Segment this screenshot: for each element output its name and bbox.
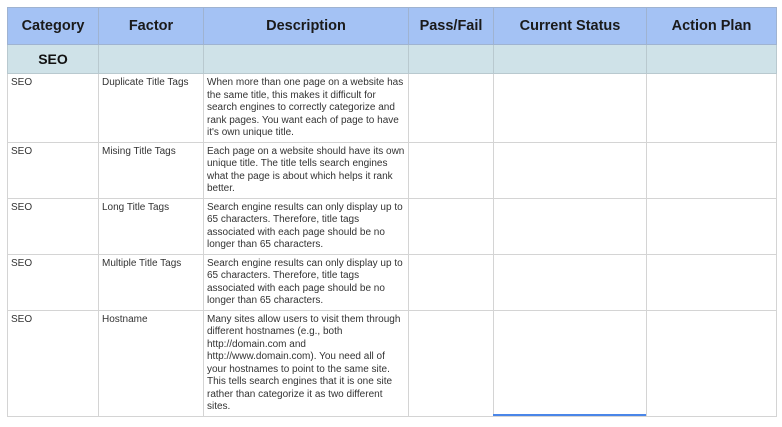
- action-plan-cell[interactable]: [647, 74, 777, 143]
- pass-fail-cell[interactable]: [409, 254, 494, 310]
- factor-cell[interactable]: Long Title Tags: [99, 198, 204, 254]
- table-row: [8, 198, 777, 254]
- action-plan-cell[interactable]: [647, 310, 777, 416]
- action-plan-cell[interactable]: [647, 198, 777, 254]
- current-status-cell[interactable]: [494, 142, 647, 198]
- header-pass-fail[interactable]: Pass/Fail: [409, 8, 494, 45]
- factor-cell[interactable]: Mising Title Tags: [99, 142, 204, 198]
- section-cell[interactable]: [204, 45, 409, 74]
- section-label-cell[interactable]: SEO: [8, 45, 99, 74]
- section-cell[interactable]: [647, 45, 777, 74]
- description-cell[interactable]: Each page on a website should have its own unique title. The title tells search engines what the page is about which helps it rank better.: [204, 142, 409, 198]
- current-status-cell[interactable]: [494, 198, 647, 254]
- current-status-cell[interactable]: [494, 74, 647, 143]
- category-cell[interactable]: SEO: [8, 74, 99, 143]
- description-cell[interactable]: Search engine results can only display up to 65 characters. Therefore, title tags associated with each page should be no longer than 65 characters.: [204, 198, 409, 254]
- header-category[interactable]: Category: [8, 8, 99, 45]
- table-row: [8, 74, 777, 143]
- header-description[interactable]: Description: [204, 8, 409, 45]
- pass-fail-cell[interactable]: [409, 198, 494, 254]
- factor-cell[interactable]: Multiple Title Tags: [99, 254, 204, 310]
- factor-cell[interactable]: Hostname: [99, 310, 204, 416]
- pass-fail-cell[interactable]: [409, 310, 494, 416]
- cell-selection-indicator: [493, 414, 646, 416]
- header-action-plan[interactable]: Action Plan: [647, 8, 777, 45]
- table-row: [8, 142, 777, 198]
- category-cell[interactable]: SEO: [8, 254, 99, 310]
- category-cell[interactable]: SEO: [8, 198, 99, 254]
- header-current-status[interactable]: Current Status: [494, 8, 647, 45]
- table-row: [8, 310, 777, 416]
- description-cell[interactable]: When more than one page on a website has the same title, this makes it difficult for search engines to correctly categorize and rank pages. You want each of page to have it's own unique title.: [204, 74, 409, 143]
- current-status-cell[interactable]: [494, 254, 647, 310]
- action-plan-cell[interactable]: [647, 254, 777, 310]
- section-cell[interactable]: [99, 45, 204, 74]
- header-row: [8, 8, 777, 45]
- table-row: [8, 254, 777, 310]
- section-cell[interactable]: [494, 45, 647, 74]
- description-cell[interactable]: Search engine results can only display up to 65 characters. Therefore, title tags associated with each page should be no longer than 65 characters.: [204, 254, 409, 310]
- header-factor[interactable]: Factor: [99, 8, 204, 45]
- section-cell[interactable]: [409, 45, 494, 74]
- description-cell[interactable]: Many sites allow users to visit them through different hostnames (e.g., both http://domain.com and http://www.domain.com). You need all of your hostnames to point to the same site. This tells search engines that it is one site rather than categorize it as two different sites.: [204, 310, 409, 416]
- pass-fail-cell[interactable]: [409, 74, 494, 143]
- section-row: [8, 45, 777, 74]
- spreadsheet-table: [7, 7, 777, 417]
- category-cell[interactable]: SEO: [8, 310, 99, 416]
- pass-fail-cell[interactable]: [409, 142, 494, 198]
- factor-cell[interactable]: Duplicate Title Tags: [99, 74, 204, 143]
- current-status-cell[interactable]: [494, 310, 647, 416]
- action-plan-cell[interactable]: [647, 142, 777, 198]
- category-cell[interactable]: SEO: [8, 142, 99, 198]
